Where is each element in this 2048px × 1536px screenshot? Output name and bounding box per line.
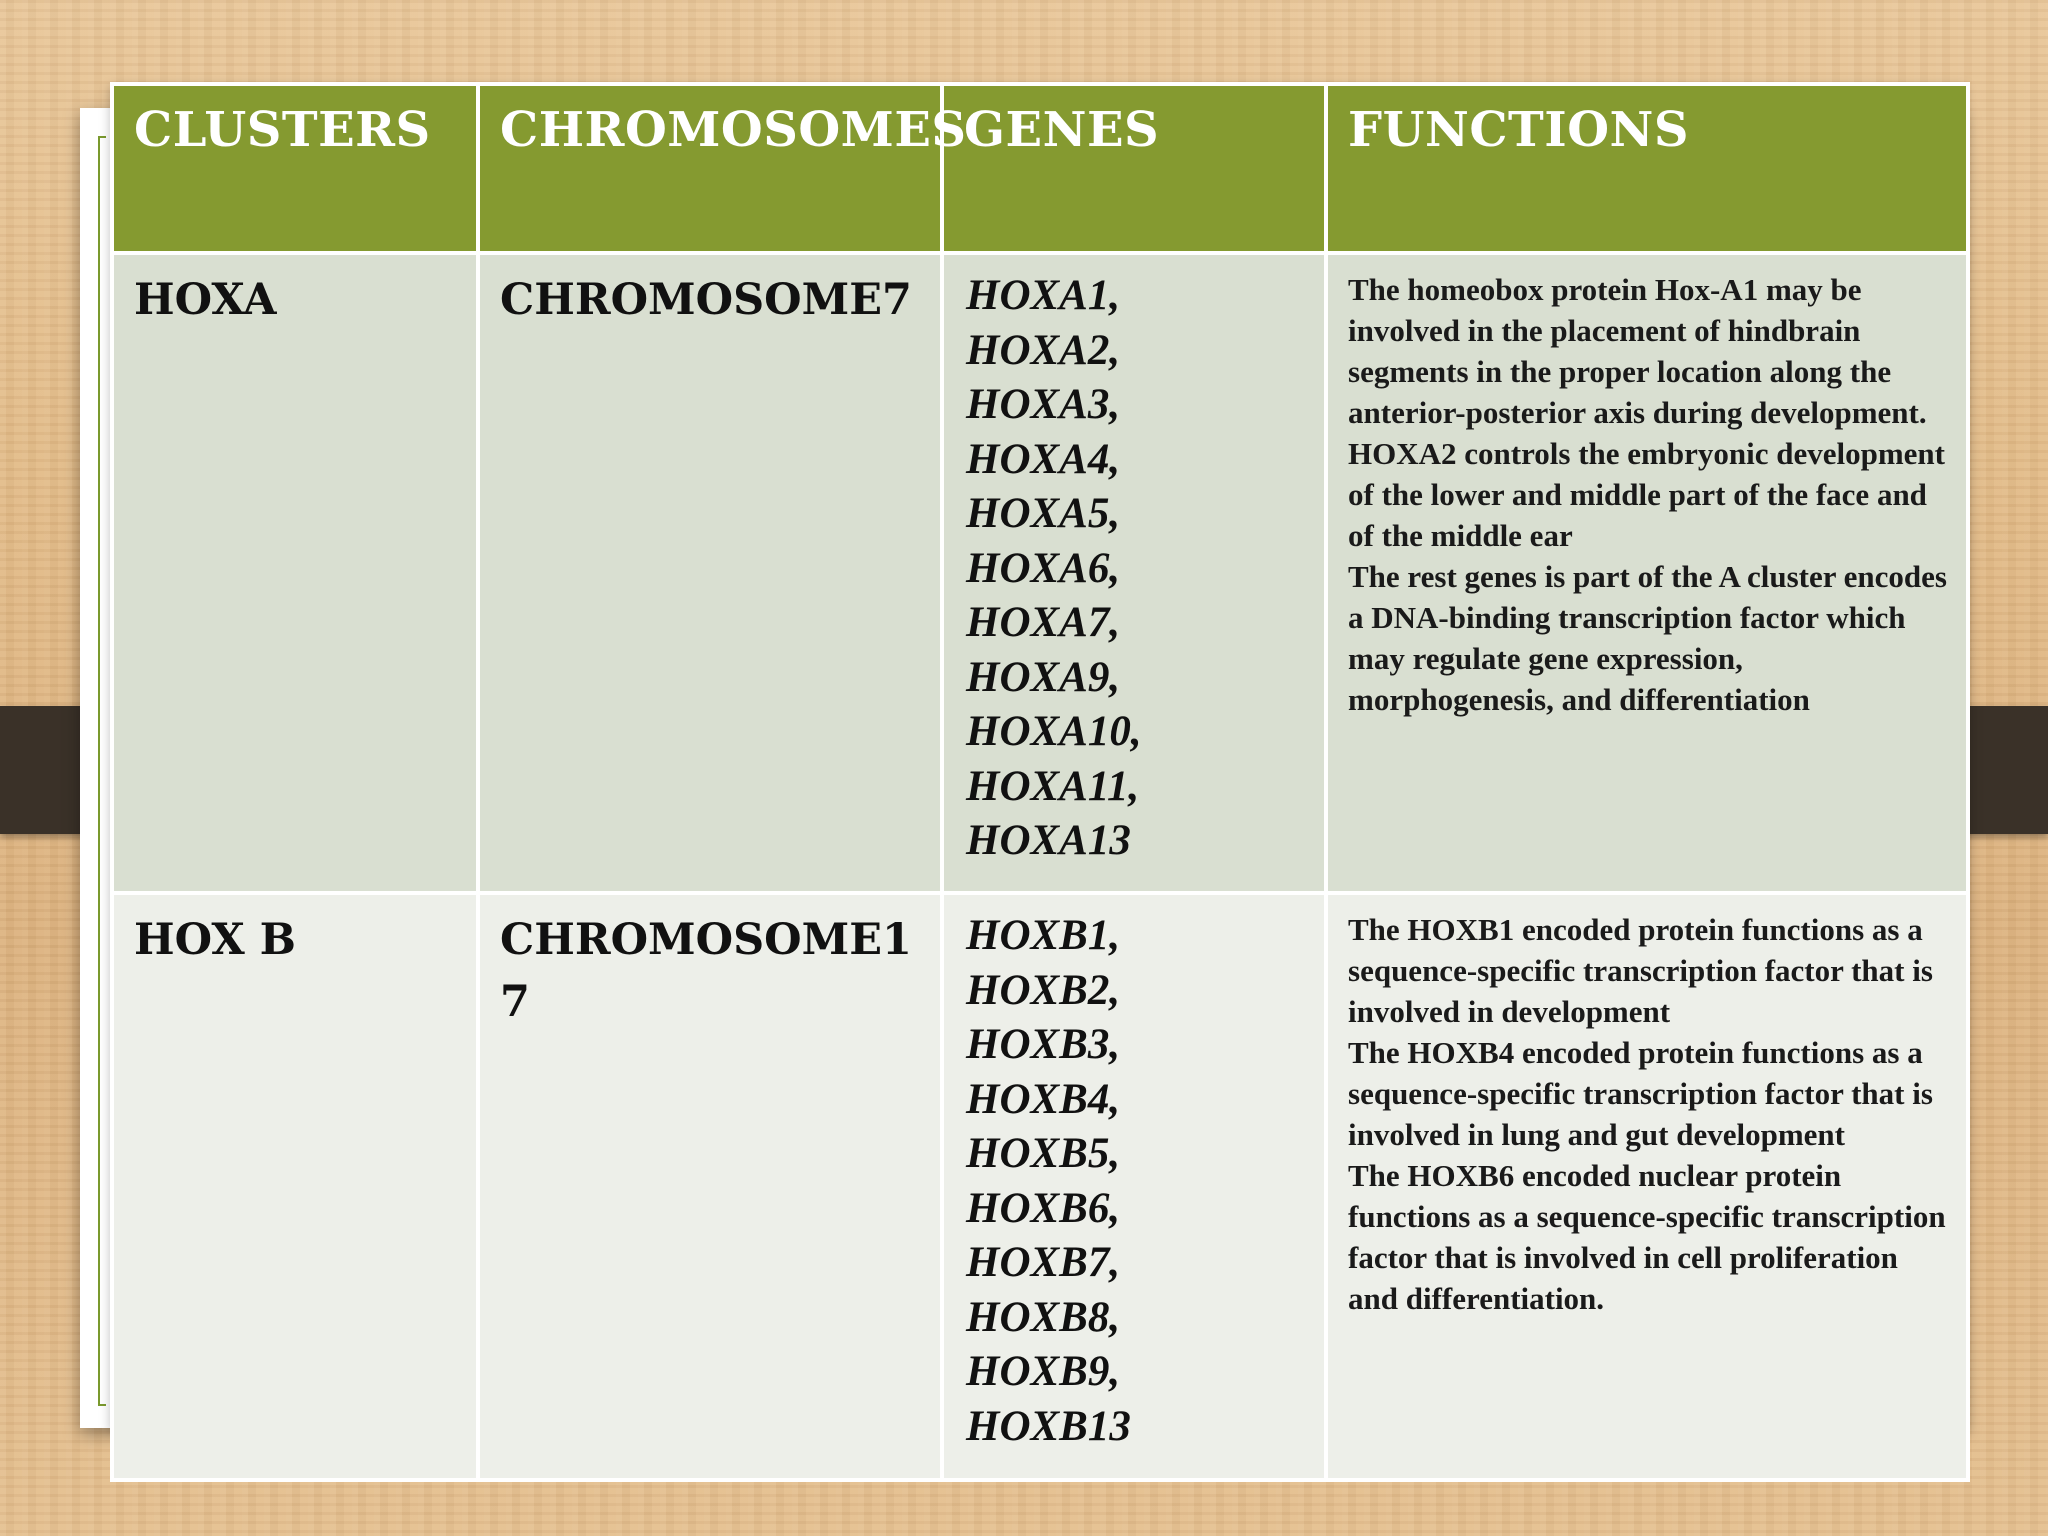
gene-item: HOXA9,	[966, 653, 1121, 701]
gene-item: HOXA3,	[966, 381, 1121, 428]
gene-item: HOXB3,	[966, 1021, 1121, 1068]
gene-item: HOXB5,	[966, 1130, 1121, 1177]
gene-item: HOXB1,	[966, 912, 1121, 959]
gene-item: HOXA2,	[966, 326, 1121, 374]
gene-item: HOXB9,	[966, 1348, 1121, 1395]
gene-item: HOXB8,	[966, 1293, 1121, 1341]
genes-cell	[942, 253, 1326, 893]
gene-item: HOXA6,	[966, 544, 1121, 592]
slide-frame-accent	[98, 136, 106, 1406]
gene-item: HOXA11,	[966, 762, 1140, 810]
gene-item: HOXB7,	[966, 1239, 1121, 1286]
gene-item: HOXA5,	[966, 490, 1121, 537]
header-chromosomes: CHROMOSOMES	[478, 84, 942, 253]
gene-item: HOXA10,	[966, 708, 1142, 755]
gene-item: HOXB6,	[966, 1184, 1121, 1232]
gene-item: HOXA1,	[966, 272, 1121, 319]
header-clusters: CLUSTERS	[112, 84, 478, 253]
table-header-row	[112, 84, 1968, 253]
genes-cell	[942, 893, 1326, 1480]
gene-item: HOXA7,	[966, 599, 1121, 646]
table-row	[112, 893, 1968, 1480]
gene-item: HOXA13	[966, 817, 1131, 864]
gene-item: HOXB4,	[966, 1075, 1121, 1123]
chromosome-cell: CHROMOSOME7	[478, 253, 942, 893]
functions-text: The homeobox protein Hox-A1 may be involved in the placement of hindbrain segments in the proper location along the anterior-posterior axis during development. HOXA2 controls the embryonic development of the lower and middle part of the face and of the middle ear The rest genes is part of the A cluster encodes a DNA-binding transcription factor which may regulate gene expression, morphogenesis, and differentiation	[1348, 272, 1947, 717]
functions-cell	[1326, 893, 1968, 1480]
gene-item: HOXB2,	[966, 966, 1121, 1014]
header-genes: GENES	[942, 84, 1326, 253]
cluster-cell: HOX B	[112, 893, 478, 1480]
functions-text: The HOXB1 encoded protein functions as a sequence-specific transcription factor that is involved in development The HOXB4 encoded protein functions as a sequence-specific transcription factor that is involved in lung and gut development The HOXB6 encoded nuclear protein functions as a sequence-specific transcription factor that is involved in cell proliferation and differentiation.	[1348, 912, 1946, 1316]
functions-cell	[1326, 253, 1968, 893]
hox-gene-table	[110, 82, 1966, 1450]
header-functions: FUNCTIONS	[1326, 84, 1968, 253]
data-table	[110, 82, 1970, 1482]
chromosome-cell: CHROMOSOME17	[478, 893, 942, 1480]
gene-item: HOXA4,	[966, 435, 1121, 483]
table-row	[112, 253, 1968, 893]
cluster-cell: HOXA	[112, 253, 478, 893]
gene-item: HOXB13	[966, 1402, 1131, 1450]
